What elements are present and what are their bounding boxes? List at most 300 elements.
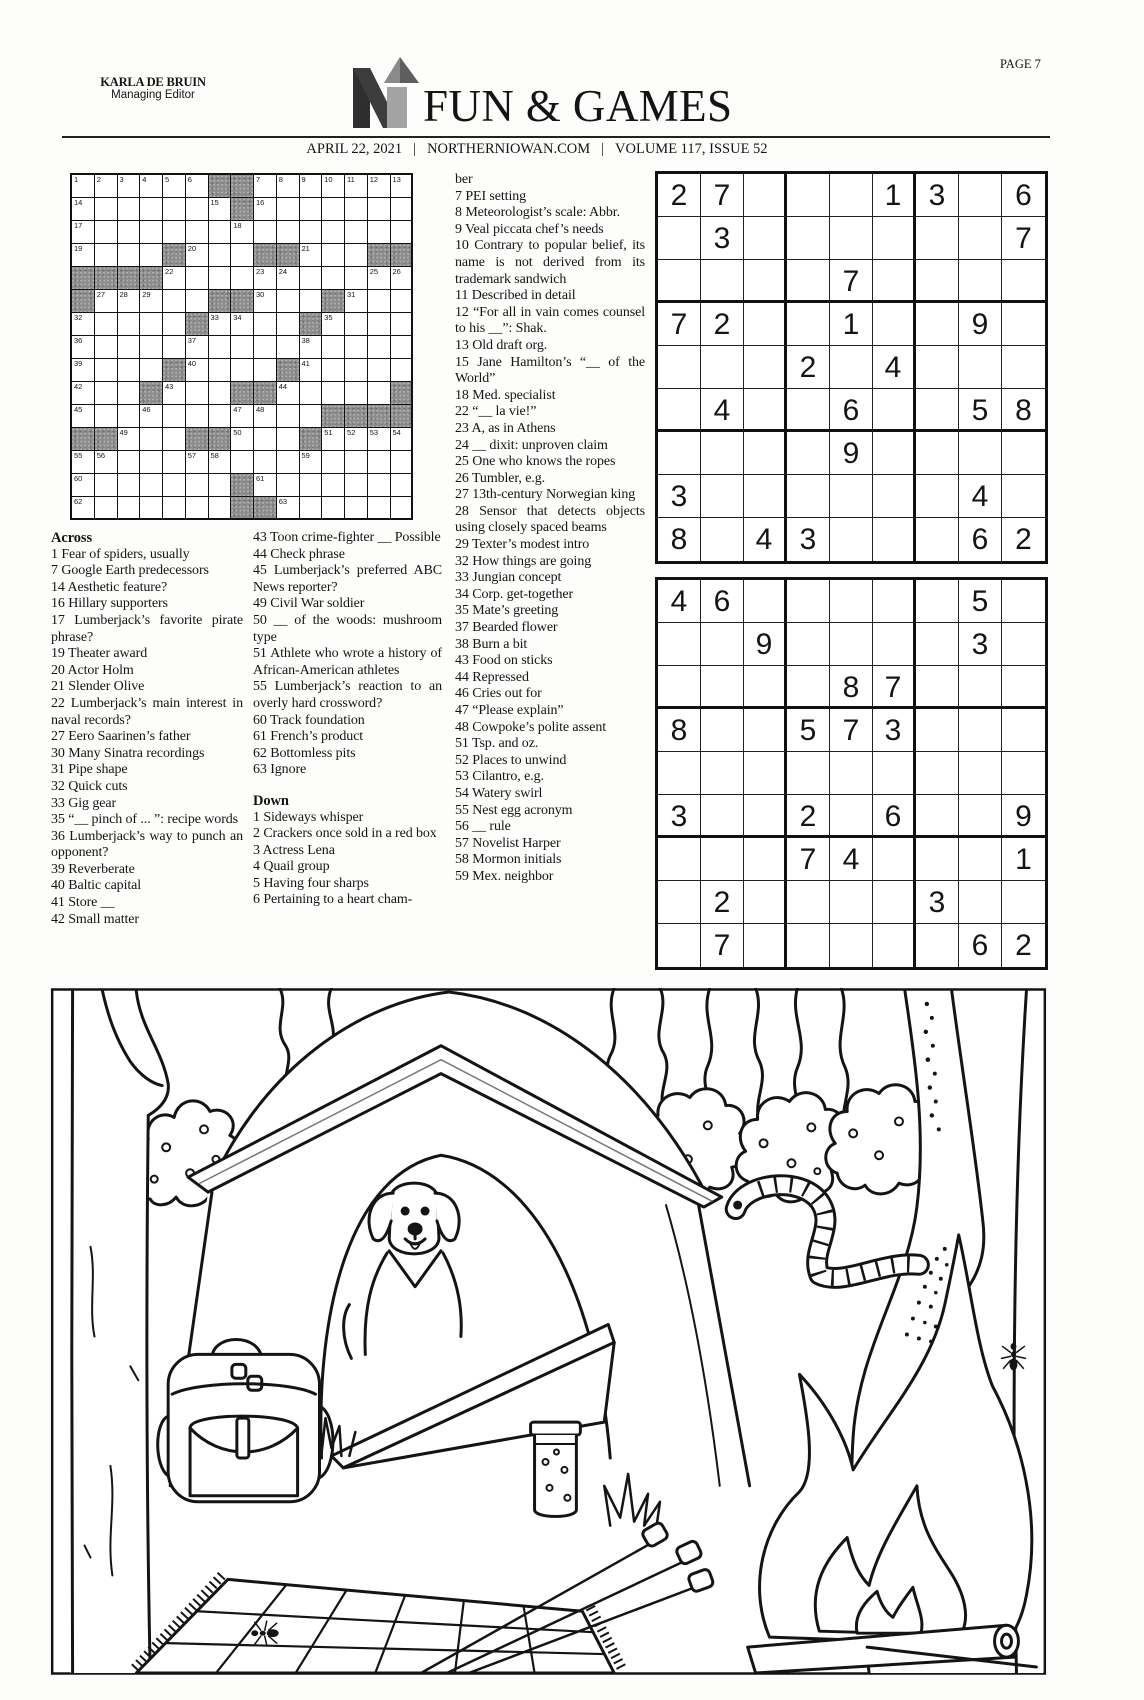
across-clue (51, 613, 243, 646)
sudoku-cell (830, 217, 873, 260)
sudoku-cell (873, 217, 916, 260)
crossword-cell (254, 497, 277, 520)
crossword-cell (368, 474, 391, 497)
crossword-cell (368, 244, 391, 267)
clue-text: Lumberjack’s main interest in naval records? (51, 695, 243, 728)
clue-number: 17 (51, 612, 65, 628)
crossword-cell: 46 (140, 405, 163, 428)
sudoku-cell: 4 (959, 475, 1002, 518)
down-clue (455, 587, 645, 604)
clue-number: 32 (455, 553, 469, 569)
clue-text: Toon crime-fighter __ Possible (269, 530, 441, 545)
crossword-cell (368, 290, 391, 313)
crossword-cell (209, 497, 232, 520)
sudoku-cell (916, 389, 959, 432)
sudoku-cell (744, 666, 787, 709)
crossword-cell (345, 198, 368, 221)
sudoku-cell (701, 623, 744, 666)
sudoku-cell: 6 (959, 924, 1002, 967)
clue-number: 60 (253, 712, 267, 728)
sudoku-cell (916, 303, 959, 346)
clue-text: Eero Saarinen’s father (68, 729, 191, 745)
clue-text: Jungian concept (472, 570, 562, 586)
sudoku-cell: 7 (701, 924, 744, 967)
crossword-cell (322, 244, 345, 267)
sudoku-cell (916, 475, 959, 518)
sudoku-cell: 6 (830, 389, 873, 432)
crossword-cell (391, 221, 414, 244)
sudoku-cell (959, 432, 1002, 475)
sudoku-cell (701, 346, 744, 389)
down-clue-list (455, 189, 645, 886)
crossword-cell (209, 428, 232, 451)
crossword-cell: 32 (72, 313, 95, 336)
across-clue (253, 530, 442, 547)
sudoku-cell (744, 752, 787, 795)
clue-number: 14 (51, 579, 65, 595)
crossword-cell: 1 (72, 175, 95, 198)
crossword-cell (300, 405, 323, 428)
crossword-cell: 37 (186, 336, 209, 359)
crossword-cell (300, 497, 323, 520)
sudoku-cell (1002, 303, 1045, 346)
crossword-cell (277, 336, 300, 359)
sudoku-cell (916, 260, 959, 303)
sudoku-cell (701, 838, 744, 881)
sudoku-cell (830, 795, 873, 838)
across-clue (51, 580, 243, 597)
editor-name: KARLA DE BRUIN (100, 75, 206, 89)
clue-text: Many Sinatra recordings (68, 745, 205, 761)
clue-text: Sensor that detects objects using closely spaced beams (455, 503, 645, 536)
crossword-row (72, 497, 413, 520)
clue-number: 27 (455, 487, 469, 503)
crossword-cell (140, 244, 163, 267)
crossword-cell (345, 382, 368, 405)
sudoku-cell: 7 (658, 303, 701, 346)
crossword-cell (118, 474, 141, 497)
sudoku-row (658, 346, 1045, 389)
down-clue (455, 288, 645, 305)
sudoku-cell: 7 (830, 260, 873, 303)
crossword-cell (345, 336, 368, 359)
sudoku-cell: 4 (830, 838, 873, 881)
sudoku-row (658, 752, 1045, 795)
crossword-cell (345, 313, 368, 336)
crossword-row (72, 382, 413, 405)
crossword-cell (231, 175, 254, 198)
sudoku-cell (916, 838, 959, 881)
clue-number: 55 (253, 679, 267, 695)
crossword-cell: 15 (209, 198, 232, 221)
crossword-cell: 17 (72, 221, 95, 244)
clue-number: 38 (455, 636, 469, 652)
sudoku-cell (787, 623, 830, 666)
crossword-cell: 47 (231, 405, 254, 428)
sudoku-cell: 6 (959, 518, 1002, 561)
down-clue (455, 769, 645, 786)
clue-number: 43 (455, 653, 469, 669)
crossword-cell (368, 336, 391, 359)
sudoku-cell: 9 (1002, 795, 1045, 838)
clue-text: Baltic capital (68, 878, 142, 894)
across-clue (51, 679, 243, 696)
down-clue (253, 843, 442, 860)
clue-number: 44 (253, 546, 267, 562)
down-clue-list (253, 810, 442, 910)
sudoku-cell: 3 (787, 518, 830, 561)
crossword-cell (95, 474, 118, 497)
down-clue (455, 686, 645, 703)
crossword-cell: 41 (300, 359, 323, 382)
sudoku-cell: 3 (959, 623, 1002, 666)
sudoku-cell: 4 (658, 580, 701, 623)
volume-issue: VOLUME 117, ISSUE 52 (615, 141, 768, 157)
sudoku-cell: 5 (959, 580, 1002, 623)
down-clue (455, 355, 645, 388)
crossword-grid (70, 173, 413, 520)
crossword-cell (391, 290, 414, 313)
clue-text: Mate’s greeting (472, 603, 559, 619)
sudoku-row (658, 260, 1045, 303)
sudoku-cell (830, 346, 873, 389)
crossword-cell (322, 497, 345, 520)
down-clue (455, 438, 645, 455)
crossword-cell (254, 428, 277, 451)
clue-text: Texter’s modest intro (471, 537, 590, 553)
clue-number: 35 (455, 603, 469, 619)
sudoku-row (658, 795, 1045, 838)
sudoku-row (658, 432, 1045, 475)
crossword-cell (300, 428, 323, 451)
crossword-cell (368, 198, 391, 221)
across-clue (51, 912, 243, 929)
crossword-row (72, 198, 413, 221)
crossword-row (72, 428, 413, 451)
crossword-cell (209, 405, 232, 428)
sudoku-row (658, 838, 1045, 881)
sudoku-row (658, 303, 1045, 346)
crossword-cell (322, 290, 345, 313)
sudoku-cell: 3 (658, 795, 701, 838)
sudoku-cell (873, 389, 916, 432)
down-clue (455, 620, 645, 637)
crossword-cell: 49 (118, 428, 141, 451)
crossword-cell: 56 (95, 451, 118, 474)
clue-number: 29 (455, 537, 469, 553)
sudoku-cell: 6 (701, 580, 744, 623)
sudoku-cell: 9 (959, 303, 1002, 346)
crossword-cell (140, 451, 163, 474)
clue-text: Google Earth predecessors (61, 563, 209, 579)
clue-number: 21 (51, 679, 65, 695)
crossword-cell (186, 290, 209, 313)
crossword-cell (345, 451, 368, 474)
crossword-cell (231, 267, 254, 290)
crossword-cell (300, 221, 323, 244)
down-clue (455, 803, 645, 820)
crossword-cell (163, 336, 186, 359)
sudoku-row (658, 924, 1045, 967)
crossword-cell (163, 474, 186, 497)
across-clue (51, 829, 243, 862)
crossword-cell (186, 428, 209, 451)
clue-number: 2 (253, 826, 260, 842)
sudoku-cell (916, 795, 959, 838)
crossword-cell (277, 290, 300, 313)
crossword-cell: 21 (300, 244, 323, 267)
crossword-cell: 38 (300, 336, 323, 359)
sudoku-cell (744, 580, 787, 623)
sudoku-cell: 8 (830, 666, 873, 709)
crossword-cell (231, 336, 254, 359)
sudoku-cell (658, 260, 701, 303)
crossword-cell (277, 428, 300, 451)
down-clue (455, 869, 645, 886)
crossword-row (72, 244, 413, 267)
sudoku-cell (744, 346, 787, 389)
crossword-cell: 22 (163, 267, 186, 290)
sudoku-cell (658, 666, 701, 709)
clue-number: 12 (455, 304, 469, 320)
sudoku-cell (701, 666, 744, 709)
crossword-cell (231, 359, 254, 382)
across-clue (253, 613, 442, 646)
sudoku-cell (658, 623, 701, 666)
down-clue (455, 189, 645, 206)
clue-number: 28 (455, 503, 469, 519)
crossword-cell (368, 451, 391, 474)
crossword-cell (72, 267, 95, 290)
crossword-cell (391, 497, 414, 520)
crossword-cell (95, 428, 118, 451)
crossword-cell (231, 244, 254, 267)
section-title: FUN & GAMES (423, 81, 733, 131)
clue-text: Old draft org. (472, 337, 548, 353)
down-clue (455, 471, 645, 488)
clue-text: Crackers once sold in a red box (263, 826, 437, 842)
clue-number: 45 (253, 563, 267, 579)
crossword-cell (95, 497, 118, 520)
clue-number: 57 (455, 835, 469, 851)
clue-number: 34 (455, 586, 469, 602)
clue-text: Quick cuts (68, 778, 128, 794)
sudoku-cell (744, 795, 787, 838)
clue-number: 23 (455, 420, 469, 436)
crossword-cell (140, 382, 163, 405)
sudoku-cell (658, 217, 701, 260)
clue-text: “For all in vain comes counsel to his __”: Shak. (455, 304, 645, 337)
sudoku-cell (658, 432, 701, 475)
down-clue (253, 892, 442, 909)
sudoku-cell (959, 838, 1002, 881)
crossword-cell (95, 267, 118, 290)
crossword-cell (209, 336, 232, 359)
sudoku-cell: 7 (787, 838, 830, 881)
clue-number: 59 (455, 868, 469, 884)
across-clue-list (51, 547, 243, 929)
crossword-cell (322, 405, 345, 428)
crossword-cell (254, 336, 277, 359)
sudoku-cell (1002, 432, 1045, 475)
crossword-cell (277, 198, 300, 221)
clue-text: Cries out for (472, 686, 542, 702)
clue-number: 47 (455, 703, 469, 718)
across-clue (51, 547, 243, 564)
sudoku-cell (916, 709, 959, 752)
sudoku-cell (744, 475, 787, 518)
sudoku-cell: 7 (1002, 217, 1045, 260)
clue-text: Having four sharps (263, 875, 369, 891)
crossword-cell (254, 359, 277, 382)
sudoku-cell (744, 924, 787, 967)
across-clue-list (253, 530, 442, 779)
crossword-cell: 6 (186, 175, 209, 198)
across-clue (51, 878, 243, 895)
crossword-cell: 52 (345, 428, 368, 451)
backpack-illustration (158, 1339, 333, 1501)
clue-text: 13th-century Norwegian king (472, 487, 636, 503)
sudoku-row (658, 666, 1045, 709)
sudoku-cell (959, 709, 1002, 752)
across-clue (253, 746, 442, 763)
sudoku-cell (787, 389, 830, 432)
across-clue (51, 596, 243, 613)
clue-number: 24 (455, 437, 469, 453)
sudoku-cell (959, 881, 1002, 924)
clue-number: 32 (51, 778, 65, 794)
clue-continuation: ber (455, 172, 473, 187)
across-clue (51, 762, 243, 779)
crossword-cell (322, 382, 345, 405)
crossword-cell: 59 (300, 451, 323, 474)
sudoku-cell: 7 (873, 666, 916, 709)
crossword-cell: 26 (391, 267, 414, 290)
crossword-cell (140, 336, 163, 359)
across-clue (51, 895, 243, 912)
clue-text: Pertaining to a heart cham- (263, 892, 413, 908)
crossword-cell (277, 474, 300, 497)
down-clue (253, 810, 442, 827)
crossword-cell (368, 382, 391, 405)
across-clue (51, 729, 243, 746)
crossword-cell (209, 244, 232, 267)
crossword-row (72, 290, 413, 313)
clue-number: 33 (51, 795, 65, 811)
across-clue (51, 862, 243, 879)
crossword-cell (140, 359, 163, 382)
sudoku-cell: 2 (787, 346, 830, 389)
sudoku-cell (959, 795, 1002, 838)
clue-number: 8 (455, 205, 462, 221)
clue-number: 18 (455, 387, 469, 403)
clue-number: 36 (51, 828, 65, 844)
crossword-row (72, 313, 413, 336)
crossword-cell (95, 405, 118, 428)
sudoku-cell (658, 881, 701, 924)
sudoku-cell (744, 217, 787, 260)
sudoku-cell (916, 518, 959, 561)
clue-column-3 (455, 172, 645, 886)
sudoku-cell: 2 (787, 795, 830, 838)
crossword-cell (277, 405, 300, 428)
crossword-cell (368, 313, 391, 336)
clue-text: Quail group (263, 859, 330, 875)
down-clue (455, 720, 645, 737)
clue-number: 7 (51, 563, 58, 579)
clue-text: Lumberjack’s favorite pirate phrase? (51, 612, 243, 645)
sudoku-cell (916, 623, 959, 666)
clue-number: 40 (51, 878, 65, 894)
crossword-cell (209, 359, 232, 382)
crossword-cell: 11 (345, 175, 368, 198)
crossword-cell (140, 497, 163, 520)
crossword-cell (118, 313, 141, 336)
sudoku-cell: 9 (744, 623, 787, 666)
sudoku-cell (787, 174, 830, 217)
crossword-cell (209, 221, 232, 244)
sudoku-cell (744, 303, 787, 346)
clue-number: 52 (455, 752, 469, 768)
header-rule (62, 136, 1050, 138)
sudoku-cell (744, 709, 787, 752)
sudoku-row (658, 174, 1045, 217)
clue-text: Meteorologist’s scale: Abbr. (465, 205, 620, 221)
clue-number: 39 (51, 861, 65, 877)
clue-text: Jane Hamilton’s “__ of the World” (455, 354, 645, 387)
clue-text: Contrary to popular belief, its name is not derived from its trademark sandwich (455, 238, 645, 287)
crossword-cell: 2 (95, 175, 118, 198)
clue-number: 54 (455, 785, 469, 801)
crossword-cell (186, 497, 209, 520)
clue-text: Cowpoke’s polite assent (472, 719, 607, 735)
clue-text: Novelist Harper (472, 835, 561, 851)
clue-number: 37 (455, 620, 469, 636)
down-clue (455, 653, 645, 670)
crossword-cell (277, 451, 300, 474)
sudoku-cell (787, 752, 830, 795)
sudoku-cell (658, 924, 701, 967)
crossword-cell (95, 382, 118, 405)
crossword-cell (231, 474, 254, 497)
crossword-cell (322, 451, 345, 474)
clue-text: Actress Lena (262, 842, 335, 858)
crossword-cell (300, 474, 323, 497)
down-clue (253, 859, 442, 876)
sudoku-cell (959, 217, 1002, 260)
crossword-cell: 60 (72, 474, 95, 497)
down-clue (455, 421, 645, 438)
crossword-cell (277, 313, 300, 336)
crossword-cell (345, 221, 368, 244)
crossword-cell (140, 221, 163, 244)
crossword-row (72, 221, 413, 244)
down-clue (455, 786, 645, 803)
crossword-cell (391, 474, 414, 497)
sudoku-cell (1002, 346, 1045, 389)
clue-text: Food on sticks (472, 653, 553, 669)
crossword-row (72, 474, 413, 497)
clue-number: 10 (455, 238, 469, 254)
clue-text: Check phrase (270, 546, 345, 562)
crossword-row (72, 336, 413, 359)
crossword-cell (186, 474, 209, 497)
clue-text: How things are going (472, 553, 592, 569)
clue-number: 30 (51, 745, 65, 761)
crossword-cell: 4 (140, 175, 163, 198)
sudoku-cell (701, 518, 744, 561)
crossword-cell (186, 267, 209, 290)
